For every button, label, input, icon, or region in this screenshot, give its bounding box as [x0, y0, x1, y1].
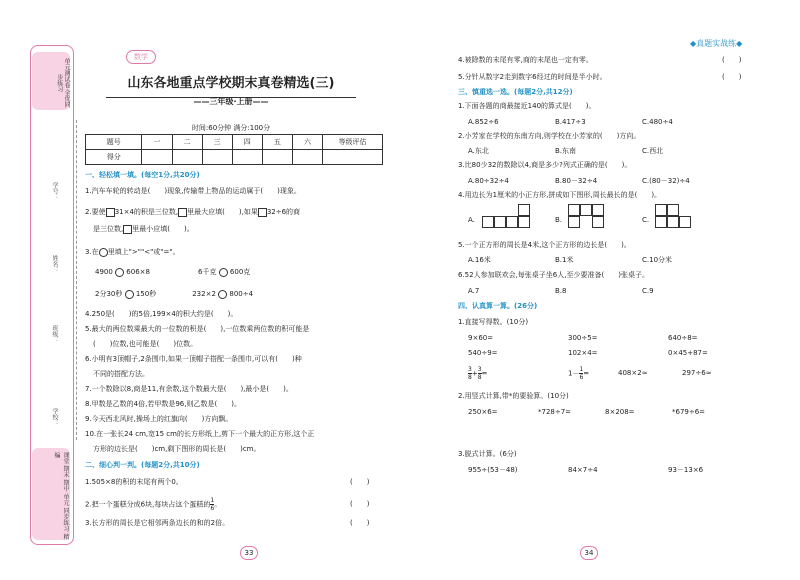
q-text: 是三位数,: [93, 225, 124, 233]
choice-1-b[interactable]: B.417÷3: [555, 118, 586, 126]
q-text: 600克: [229, 268, 251, 276]
section-4-heading: 四、认真算一算。(26分): [458, 302, 538, 310]
choice-6: 6.52人参加联欢会,每张桌子坐6人,至少要准备( )张桌子。: [458, 271, 649, 279]
sidebar-top-label: 单元测试卷 全优同步练习: [32, 52, 70, 110]
question-1-3-row2: [95, 289, 253, 299]
calc-3-b[interactable]: 84×7÷4: [568, 466, 598, 474]
choice-4-b[interactable]: B.: [555, 216, 563, 224]
question-1-5b: ( )位数,也可能是( )位数。: [93, 340, 198, 348]
q-text: 150秒: [135, 290, 157, 298]
choice-3-a[interactable]: A.80÷32÷4: [468, 177, 509, 185]
question-1-7: 7.一个数除以8,商是11,有余数,这个数最大是( ),最小是( )。: [85, 385, 293, 393]
q-text: 32÷6的商: [266, 208, 301, 216]
operator: +: [471, 369, 478, 378]
calc-2-d[interactable]: *679÷6=: [672, 408, 706, 416]
calc-1-r3-d[interactable]: 297÷6≈: [682, 369, 712, 377]
q-text: 1－: [568, 369, 580, 378]
cell: 六: [292, 135, 322, 150]
equals: =: [481, 369, 488, 378]
judge-4: 4.被除数的末尾有零,商的末尾也一定有零。: [458, 56, 593, 64]
choice-2: 2.小芳家在学校的东南方向,则学校在小芳家的( )方向。: [458, 132, 641, 140]
section-1-heading: 一、轻松填一填。(每空1分,共20分): [85, 171, 200, 179]
question-1-1: 1.汽车车轮的转动是( )现象,传输带上物品的运动属于( )现象。: [85, 187, 301, 195]
equals: =: [583, 369, 590, 378]
judge-4-paren[interactable]: ( ): [722, 56, 742, 64]
fraction: [210, 497, 214, 512]
subject-badge: 数学: [126, 50, 156, 64]
denominator: 8: [468, 374, 472, 381]
denominator: 6: [210, 505, 215, 512]
field-school: 学校：: [51, 408, 58, 426]
choice-5: 5.一个正方形的周长是4米,这个正方形的边长是( )。: [458, 241, 631, 249]
calc-2-a[interactable]: 250×6=: [468, 408, 498, 416]
cell: 题号: [86, 135, 142, 150]
q-text: 2.要使: [85, 208, 106, 216]
calc-2: 2.用竖式计算,带*的要验算。(10分): [458, 392, 569, 400]
choice-3-c[interactable]: C.(80－32)÷4: [642, 177, 690, 185]
question-1-2b: [93, 224, 194, 234]
cell: 四: [232, 135, 262, 150]
cell: 等级评估: [323, 135, 383, 150]
choice-4: 4.用边长为1厘米的小正方形,拼成如下图形,周长最长的是( )。: [458, 191, 662, 199]
q-text: 6千克: [197, 268, 217, 276]
calc-2-b[interactable]: *728÷7=: [538, 408, 572, 416]
choice-6-c[interactable]: C.9: [642, 287, 654, 295]
question-1-10a: 10.在一张长24 cm,宽15 cm的长方形纸上,剪下一个最大的正方形,这个正: [85, 430, 315, 438]
choice-5-c[interactable]: C.10分米: [642, 256, 673, 264]
page-title: 山东各地重点学校期末真卷精选(三): [106, 72, 356, 98]
score-input[interactable]: [232, 150, 262, 165]
calc-3: 3.脱式计算。(6分): [458, 450, 517, 458]
page-number-right: 34: [580, 546, 598, 560]
score-table-header-row: [86, 135, 383, 150]
q-text: 里最大应填( ),如果: [187, 208, 258, 216]
denominator: 6: [579, 374, 584, 381]
q-text: 2分30秒: [95, 290, 123, 298]
judge-3-paren[interactable]: ( ): [350, 519, 370, 527]
score-input[interactable]: [172, 150, 202, 165]
numerator: 3: [477, 366, 482, 373]
grade-label: ——三年级·上册——: [193, 97, 269, 106]
question-1-6a: 6.小明有3顶帽子,2条围巾,如果一顶帽子搭配一条围巾,可以有( )种: [85, 355, 302, 363]
sidebar-bottom-label: 课堂 期末 期中 单元 同步练习 精编: [32, 448, 70, 540]
question-1-6b: 不同的搭配方法。: [93, 370, 149, 378]
time-score-label: 时间:60分钟 满分:100分: [191, 124, 271, 132]
q-text: 2.把一个蛋糕分成6块,每块占这个蛋糕的: [85, 500, 211, 509]
choice-2-a[interactable]: A.东北: [468, 147, 489, 155]
score-input[interactable]: [262, 150, 292, 165]
choice-4-a[interactable]: A.: [468, 216, 475, 224]
calc-1-r1-a[interactable]: 9×60=: [468, 334, 494, 342]
choice-1-a[interactable]: A.852÷6: [468, 118, 499, 126]
q-text: 里最小应填( )。: [132, 225, 194, 233]
calc-1-r3-a[interactable]: [468, 366, 487, 381]
field-name: 姓名：: [51, 255, 58, 273]
answer-box[interactable]: [106, 208, 115, 217]
field-class: 班级：: [51, 325, 58, 343]
q-text: 3.在: [85, 248, 99, 256]
calc-3-c[interactable]: 93－13×6: [668, 466, 704, 474]
cut-line: [76, 120, 77, 440]
section-2-heading: 二、细心判一判。(每题2分,共10分): [85, 461, 200, 469]
q-text: 606×8: [126, 268, 150, 276]
calc-1: 1.直接写得数。(10分): [458, 318, 529, 326]
calc-1-r3-c[interactable]: 408×2≈: [618, 369, 648, 377]
choice-3-b[interactable]: B.80－32÷4: [555, 177, 598, 185]
answer-circle[interactable]: [115, 268, 124, 277]
answer-circle[interactable]: [219, 268, 228, 277]
page-number-left: 33: [240, 546, 258, 560]
judge-2-paren[interactable]: ( ): [350, 500, 370, 508]
choice-6-b[interactable]: B.8: [555, 287, 567, 295]
cell: 三: [202, 135, 232, 150]
judge-1-paren[interactable]: ( ): [350, 478, 370, 486]
answer-box[interactable]: [258, 208, 267, 217]
cell: 得分: [86, 150, 142, 165]
calc-1-r1-b[interactable]: 300÷5=: [568, 334, 598, 342]
score-input[interactable]: [142, 150, 172, 165]
numerator: 3: [468, 366, 472, 373]
answer-circle[interactable]: [125, 290, 134, 299]
judge-2: 2.把一个蛋糕分成6块,每块占这个蛋糕的 $\frac{1}{6}$ 。: [85, 497, 222, 512]
judge-3: 3.长方形的周长是它相邻两条边长的和的2倍。: [85, 519, 230, 527]
answer-box[interactable]: [178, 208, 187, 217]
numerator: 1: [210, 497, 215, 504]
q-text: 4900: [95, 268, 113, 276]
calc-2-c[interactable]: 8×208=: [605, 408, 635, 416]
question-1-10b: 方形的边长是( )cm,剩下图形的周长是( )cm。: [93, 445, 261, 453]
choice-5-b[interactable]: B.1米: [555, 256, 574, 264]
answer-circle[interactable]: [99, 248, 108, 257]
denominator: 8: [477, 374, 482, 381]
q-text: 里填上">""<"或"="。: [107, 248, 180, 256]
score-table: [85, 134, 383, 165]
calc-1-r2-b[interactable]: 102×4=: [568, 349, 598, 357]
corner-tag: ◆真题实战练◆: [690, 39, 743, 48]
choice-2-b[interactable]: B.东南: [555, 147, 577, 155]
judge-5: 5.分针从数字2走到数字6经过的时间是半小时。: [458, 73, 607, 81]
question-1-8: 8.甲数是乙数的4倍,若甲数是96,则乙数是( )。: [85, 400, 241, 408]
cell: 一: [142, 135, 172, 150]
calc-1-r2-c[interactable]: 0×45+87=: [668, 349, 708, 357]
q-text: 800÷4: [229, 290, 254, 298]
question-1-3-row1: [95, 267, 250, 277]
question-1-5a: 5.最大的两位数乘最大的一位数的积是( ),一位数乘两位数的积可能是: [85, 325, 310, 333]
numerator: 1: [579, 366, 584, 373]
question-1-2a: [85, 207, 300, 217]
question-1-9: 9.今天西北风时,操场上的红旗向( )方向飘。: [85, 415, 233, 423]
judge-1: 1.505×8的积的末尾有两个0。: [85, 478, 183, 486]
calc-1-r1-c[interactable]: 640÷8=: [668, 334, 698, 342]
score-input[interactable]: [292, 150, 322, 165]
question-1-3: [85, 247, 180, 257]
calc-1-r2-a[interactable]: 540÷9=: [468, 349, 498, 357]
section-3-heading: 三、慎重选一选。(每题2分,共12分): [458, 88, 573, 96]
calc-3-a[interactable]: 955÷(53－48): [468, 466, 518, 474]
question-1-4: 4.250是( )的5倍,199×4的积大约是( )。: [85, 310, 238, 318]
choice-1-c[interactable]: C.480÷4: [642, 118, 673, 126]
choice-1: 1.下面各题的商最接近140的算式是( )。: [458, 102, 596, 110]
score-table-score-row: [86, 150, 383, 165]
choice-4-c[interactable]: C.: [642, 216, 650, 224]
answer-box[interactable]: [123, 225, 132, 234]
cell: 五: [262, 135, 292, 150]
q-text: 31×4的积是三位数,: [114, 208, 179, 216]
choice-5-a[interactable]: A.16米: [468, 256, 491, 264]
choice-6-a[interactable]: A.7: [468, 287, 480, 295]
choice-2-c[interactable]: C.西北: [642, 147, 664, 155]
answer-circle[interactable]: [218, 290, 227, 299]
field-student-no: 学号：: [51, 182, 58, 200]
score-input[interactable]: [202, 150, 232, 165]
cell: 二: [172, 135, 202, 150]
choice-3: 3.比80少32的数除以4,商是多少?列式正确的是( )。: [458, 161, 632, 169]
calc-1-r3-b[interactable]: [568, 366, 589, 381]
q-text: 232×2: [192, 290, 216, 298]
score-input[interactable]: [323, 150, 383, 165]
judge-5-paren[interactable]: ( ): [722, 73, 742, 81]
